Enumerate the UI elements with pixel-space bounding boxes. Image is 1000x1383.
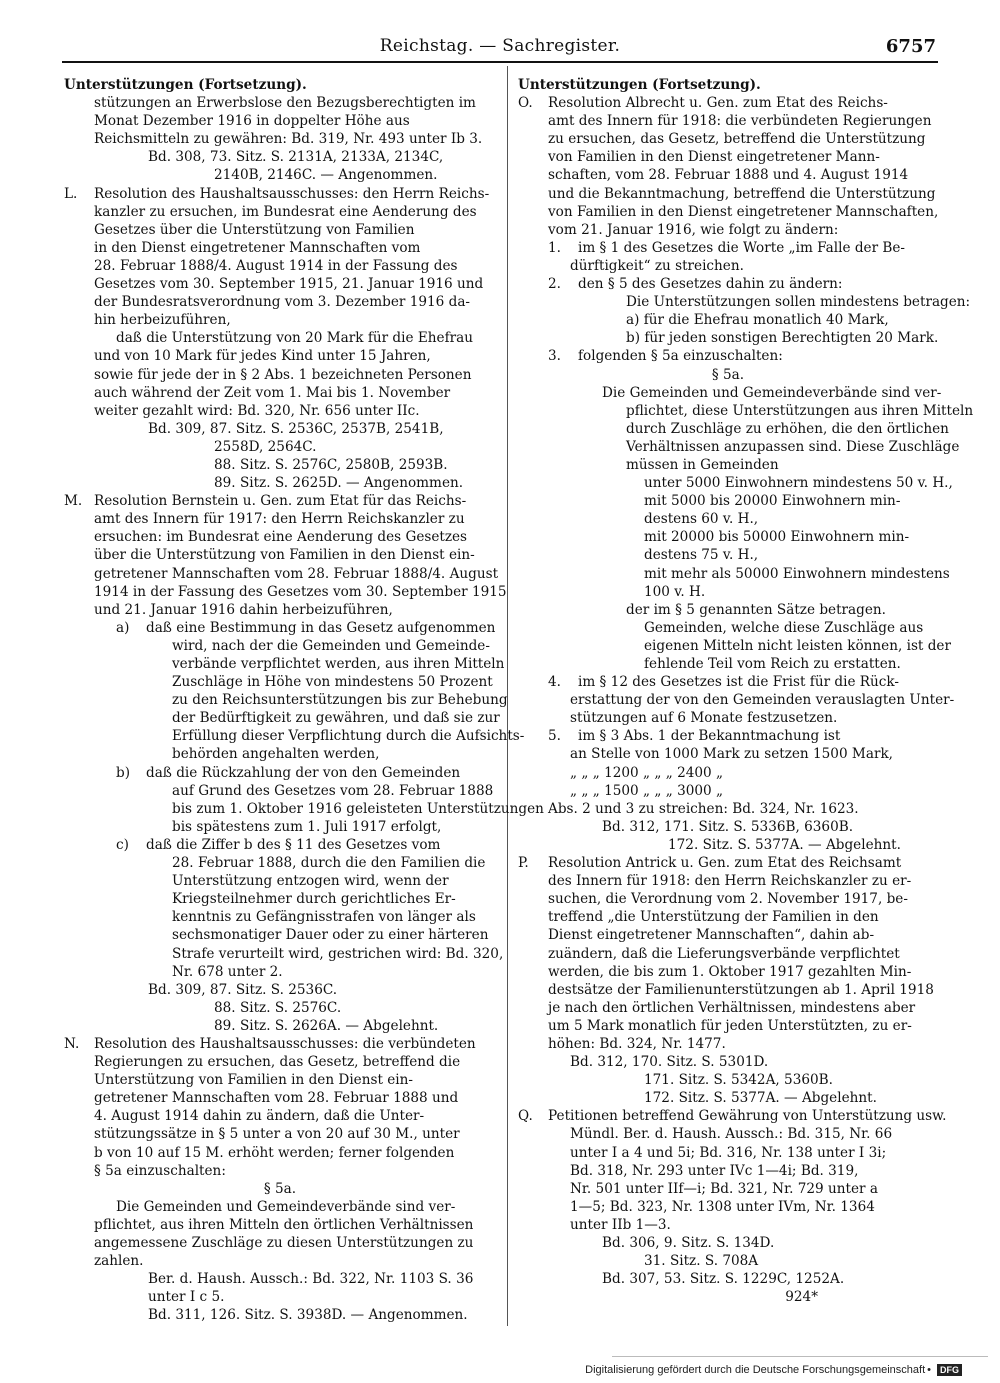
text-line: stützungen auf 6 Monate festzusetzen. [570,710,838,727]
text-line: auf Grund des Gesetzes vom 28. Februar 1888 [172,782,494,799]
text-line: wird, nach der die Gemeinden und Gemeinde- [172,637,490,654]
sub-item-label: b) [116,764,131,781]
text-line: § 5a einzuschalten: [94,1162,226,1179]
numbered-item-2 [518,275,938,293]
text-line: über die Unterstützung von Familien in den Dienst ein- [94,547,475,564]
text-line: Kriegsteilnehmer durch gerichtliches Er- [172,891,456,908]
paragraph-heading: § 5a. [263,1180,297,1197]
text-line: Regierungen zu ersuchen, das Gesetz, betreffend die [94,1054,461,1071]
right-column [518,76,974,1306]
text-line: getretener Mannschaften vom 28. Februar 1888/4. August [94,565,499,582]
reference-line: 89. Sitz. S. 2625D. — Angenommen. [214,475,464,492]
text-line: schaften, vom 28. Februar 1888 und 4. August 1914 [548,167,909,184]
text-line: zahlen. [94,1253,144,1270]
entry-n [64,1035,496,1053]
entry-label: N. [64,1035,80,1052]
reference-line: Bd. 306, 9. Sitz. S. 134D. [602,1235,775,1251]
reference-line: 172. Sitz. S. 5377A. — Abgelehnt. [668,836,901,853]
text-line: mit 20000 bis 50000 Einwohnern min- [644,529,910,546]
text-line: angemessene Zuschläge zu diesen Unterstützungen zu [94,1235,474,1251]
text-line: destens 75 v. H., [644,547,759,564]
text-line: im § 12 des Gesetzes ist die Frist für die Rück- [578,674,900,691]
item-number: 4. [548,674,561,691]
entry-m [64,492,496,510]
reference-line: Bd. 311, 126. Sitz. S. 3938D. — Angenommen. [148,1307,468,1324]
text-line: zuändern, daß die Lieferungsverbände verpflichtet [548,945,900,962]
text-line: Die Unterstützungen sollen mindestens betragen: [626,294,971,311]
sub-item-label: a) [116,619,130,636]
text-line: Resolution Bernstein u. Gen. zum Etat für das Reichs- [94,493,467,510]
text-line: stützungen an Erwerbslose den Bezugsberechtigten im [94,95,476,112]
signature-mark: 924* [785,1289,818,1306]
text-line: mit 5000 bis 20000 Einwohnern min- [644,493,901,510]
text-line: bis zum 1. Oktober 1916 geleisteten Unterstützungen [172,800,544,817]
text-line: zu den Reichsunterstützungen bis zur Behebung [172,692,508,709]
text-line: 100 v. H. [644,583,706,600]
text-line: daß eine Bestimmung in das Gesetz aufgenommen [146,619,496,636]
sub-item-b [64,764,496,782]
text-line: a) für die Ehefrau monatlich 40 Mark, [626,312,889,329]
item-number: 5. [548,728,561,745]
text-line: Dienst eingetretener Mannschaften“, dahin ab- [548,927,875,944]
text-line: daß die Unterstützung von 20 Mark für die Ehefrau [116,330,473,347]
text-line: erstattung der von den Gemeinden verauslagten Unter- [570,692,955,709]
entry-label: P. [518,855,529,872]
entry-label: L. [64,185,78,202]
numbered-item-5 [518,727,938,745]
text-line: weiter gezahlt wird: Bd. 320, Nr. 656 unter IIc. [94,402,420,419]
text-line: von Familien in den Dienst eingetretener Mannschaften, [548,203,939,220]
text-line: an Stelle von 1000 Mark zu setzen 1500 Mark, [570,746,893,763]
reference-line: 88. Sitz. S. 2576C. [214,999,342,1016]
text-line: Resolution Antrick u. Gen. zum Etat des Reichsamt [548,855,902,872]
entry-label: O. [518,95,533,112]
page-header [0,36,1000,62]
text-line: treffend „die Unterstützung der Familien in den [548,909,879,926]
text-line: Erfüllung dieser Verpflichtung durch die Aufsichts- [172,728,525,745]
text-line: stützungssätze in § 5 unter a von 20 auf 30 M., unter [94,1126,460,1143]
entry-label: Q. [518,1108,533,1125]
text-line: amt des Innern für 1918: die verbündeten Regierungen [548,113,932,130]
reference-line: unter I c 5. [148,1289,225,1306]
text-line: Monat Dezember 1916 in doppelter Höhe aus [94,113,410,130]
reference-line: 172. Sitz. S. 5377A. — Abgelehnt. [644,1090,877,1107]
text-line: folgenden § 5a einzuschalten: [578,348,783,365]
item-number: 1. [548,239,561,256]
text-line: b von 10 auf 15 M. erhöht werden; ferner folgenden [94,1144,455,1161]
text-line: auch während der Zeit vom 1. Mai bis 1. November [94,384,451,401]
sub-item-c [64,836,496,854]
entry-l [64,185,496,203]
text-line: verbände verpflichtet werden, aus ihren Mitteln [172,656,505,672]
text-line: sowie für jede der in § 2 Abs. 1 bezeichneten Personen [94,366,472,383]
text-line: kanzler zu ersuchen, im Bundesrat eine Aenderung des [94,203,477,220]
text-line: im § 1 des Gesetzes die Worte „im Falle der Be- [578,239,906,256]
text-line: unter 5000 Einwohnern mindestens 50 v. H., [644,475,953,492]
text-line: destsätze der Familienunterstützungen ab 1. April 1918 [548,981,934,998]
text-line: pflichtet, aus ihren Mitteln den örtlichen Verhältnissen [94,1216,474,1233]
text-line: pflichtet, diese Unterstützungen aus ihren Mitteln [626,402,974,419]
text-line: Petitionen betreffend Gewährung von Unterstützung usw. [548,1108,947,1125]
text-line: b) für jeden sonstigen Berechtigten 20 Mark. [626,330,939,347]
text-line: „ „ „ 1500 „ „ „ 3000 „ [570,782,724,799]
text-line: Nr. 501 unter IIf—i; Bd. 321, Nr. 729 unter a [570,1180,878,1197]
text-line: 28. Februar 1888/4. August 1914 in der Fassung des [94,257,458,274]
reference-line: 2140B, 2146C. — Angenommen. [214,167,438,184]
text-line: suchen, die Verordnung vom 2. November 1917, be- [548,891,908,908]
entry-o [518,94,938,112]
item-number: 3. [548,348,561,365]
text-line: im § 3 Abs. 1 der Bekanntmachung ist [578,728,841,745]
text-line: amt des Innern für 1917: den Herrn Reichskanzler zu [94,511,465,528]
text-line: Resolution Albrecht u. Gen. zum Etat des Reichs- [548,95,888,112]
credit-text: Digitalisierung gefördert durch die Deutsche Forschungsgemeinschaft [585,1364,926,1376]
text-line: bis spätestens zum 1. Juli 1917 erfolgt, [172,818,442,835]
numbered-item-4 [518,673,938,691]
digitization-credit [585,1364,962,1376]
text-line: Resolution des Haushaltsausschusses: den Herrn Reichs- [94,185,490,202]
entry-label: M. [64,493,83,510]
text-line: kenntnis zu Gefängnisstrafen von länger als [172,909,476,926]
numbered-item-1 [518,239,938,257]
text-line: „ „ „ 1200 „ „ „ 2400 „ [570,764,724,781]
page-footer [0,1364,1000,1380]
text-line: Gesetzes über die Unterstützung von Familien [94,221,415,238]
text-line: Bd. 318, Nr. 293 unter IVc 1—4i; Bd. 319, [570,1162,859,1179]
text-line: werden, die bis zum 1. Oktober 1917 gezahlten Min- [548,963,912,980]
text-line: Verhältnissen anzupassen sind. Diese Zuschläge [626,438,960,455]
text-line: müssen in Gemeinden [626,456,779,473]
reference-line: Ber. d. Haush. Aussch.: Bd. 322, Nr. 1103 S. 36 [148,1271,474,1288]
separator-dot: • [927,1364,931,1376]
reference-line: 2558D, 2564C. [214,438,317,455]
text-line: je nach den örtlichen Verhältnissen, mindestens aber [548,999,916,1016]
text-line: Abs. 2 und 3 zu streichen: Bd. 324, Nr. 1623. [548,800,859,817]
text-line: unter IIb 1—3. [570,1216,671,1233]
header-rule [62,61,938,63]
text-line: Nr. 678 unter 2. [172,963,283,980]
item-number: 2. [548,276,561,293]
numbered-item-3 [518,347,938,365]
text-line: durch Zuschläge zu erhöhen, die den örtlichen [626,420,949,437]
text-line: Unterstützung entzogen wird, wenn der [172,873,449,890]
text-line: daß die Ziffer b des § 11 des Gesetzes vom [146,836,441,853]
text-line: Unterstützung von Familien in den Dienst ein- [94,1072,413,1089]
text-line: den § 5 des Gesetzes dahin zu ändern: [578,276,843,293]
text-line: eigenen Mitteln nicht leisten können, ist der [644,637,951,654]
reference-line: Bd. 312, 170. Sitz. S. 5301D. [570,1054,769,1071]
text-line: daß die Rückzahlung der von den Gemeinden [146,764,461,781]
text-line: 28. Februar 1888, durch die den Familien die [172,855,486,872]
reference-line: Bd. 309, 87. Sitz. S. 2536C, 2537B, 2541B, [148,420,444,437]
text-line: höhen: Bd. 324, Nr. 1477. [548,1035,726,1052]
text-line: Mündl. Ber. d. Haush. Aussch.: Bd. 315, Nr. 66 [570,1126,893,1143]
text-line: unter I a 4 und 5i; Bd. 316, Nr. 138 unter I 3i; [570,1144,887,1161]
text-line: und 21. Januar 1916 dahin herbeizuführen, [94,601,393,618]
text-line: und von 10 Mark für jedes Kind unter 15 Jahren, [94,348,431,365]
text-line: ersuchen: im Bundesrat eine Aenderung des Gesetzes [94,529,468,546]
footer-rule [612,1356,988,1357]
text-line: der im § 5 genannten Sätze betragen. [626,601,886,618]
page-number: 6757 [885,36,936,57]
reference-line: Bd. 308, 73. Sitz. S. 2131A, 2133A, 2134C, [148,149,444,166]
text-line: Reichsmitteln zu gewähren: Bd. 319, Nr. 493 unter Ib 3. [94,131,483,148]
reference-line: 171. Sitz. S. 5342A, 5360B. [644,1072,833,1089]
text-line: um 5 Mark monatlich für jeden Unterstützten, zu er- [548,1017,912,1034]
section-heading: Unterstützungen (Fortsetzung). [518,77,761,93]
sub-item-label: c) [116,836,129,853]
text-line: hin herbeizuführen, [94,312,231,329]
text-line: 4. August 1914 dahin zu ändern, daß die Unter- [94,1108,425,1125]
text-line: in den Dienst eingetretener Mannschaften vom [94,239,421,256]
text-line: destens 60 v. H., [644,511,759,528]
running-head: Reichstag. — Sachregister. [379,36,621,56]
left-column [64,76,544,1324]
section-heading: Unterstützungen (Fortsetzung). [64,77,307,93]
text-line: der Bedürftigkeit zu gewähren, und daß sie zur [172,710,500,727]
reference-line: Bd. 309, 87. Sitz. S. 2536C. [148,981,338,998]
text-line: sechsmonatiger Dauer oder zu einer härteren [172,927,489,944]
text-line: behörden angehalten werden, [172,746,380,763]
entry-p [518,854,938,872]
text-line: Strafe verurteilt wird, gestrichen wird: Bd. 320, [172,945,504,962]
text-line: und die Bekanntmachung, betreffend die Unterstützung [548,185,936,202]
sub-item-a [64,619,496,637]
reference-line: 89. Sitz. S. 2626A. — Abgelehnt. [214,1017,439,1034]
text-line: Gemeinden, welche diese Zuschläge aus [644,619,924,636]
text-line: vom 21. Januar 1916, wie folgt zu ändern: [548,221,839,238]
paragraph-heading: § 5a. [711,366,745,383]
reference-line: Bd. 307, 53. Sitz. S. 1229C, 1252A. [602,1271,845,1288]
reference-line: Bd. 312, 171. Sitz. S. 5336B, 6360B. [602,818,854,835]
text-line: dürftigkeit“ zu streichen. [570,257,744,274]
text-line: 1914 in der Fassung des Gesetzes vom 30. September 1915 [94,583,507,600]
entry-q [518,1107,947,1125]
text-line: Zuschläge in Höhe von mindestens 50 Prozent [172,674,493,691]
reference-line: 88. Sitz. S. 2576C, 2580B, 2593B. [214,456,448,473]
text-line: mit mehr als 50000 Einwohnern mindestens [644,565,950,582]
text-line: von Familien in den Dienst eingetretener Mann- [548,149,880,166]
text-line: zu ersuchen, das Gesetz, betreffend die Unterstützung [548,131,926,148]
text-line: Gesetzes vom 30. September 1915, 21. Januar 1916 und [94,276,484,293]
text-line: des Innern für 1918: den Herrn Reichskanzler zu er- [548,873,912,890]
text-line: Die Gemeinden und Gemeindeverbände sind ver- [602,384,942,401]
text-line: 1—5; Bd. 323, Nr. 1308 unter IVm, Nr. 1364 [570,1198,875,1215]
text-line: Resolution des Haushaltsausschusses: die verbündeten [94,1035,476,1052]
dfg-logo-icon: DFG [937,1364,962,1376]
text-line: getretener Mannschaften vom 28. Februar 1888 und [94,1090,459,1107]
text-line: Die Gemeinden und Gemeindeverbände sind ver- [116,1198,456,1215]
text-line: der Bundesratsverordnung vom 3. Dezember 1916 da- [94,294,471,311]
text-line: fehlende Teil vom Reich zu erstatten. [644,656,901,672]
reference-line: 31. Sitz. S. 708A [644,1253,759,1270]
